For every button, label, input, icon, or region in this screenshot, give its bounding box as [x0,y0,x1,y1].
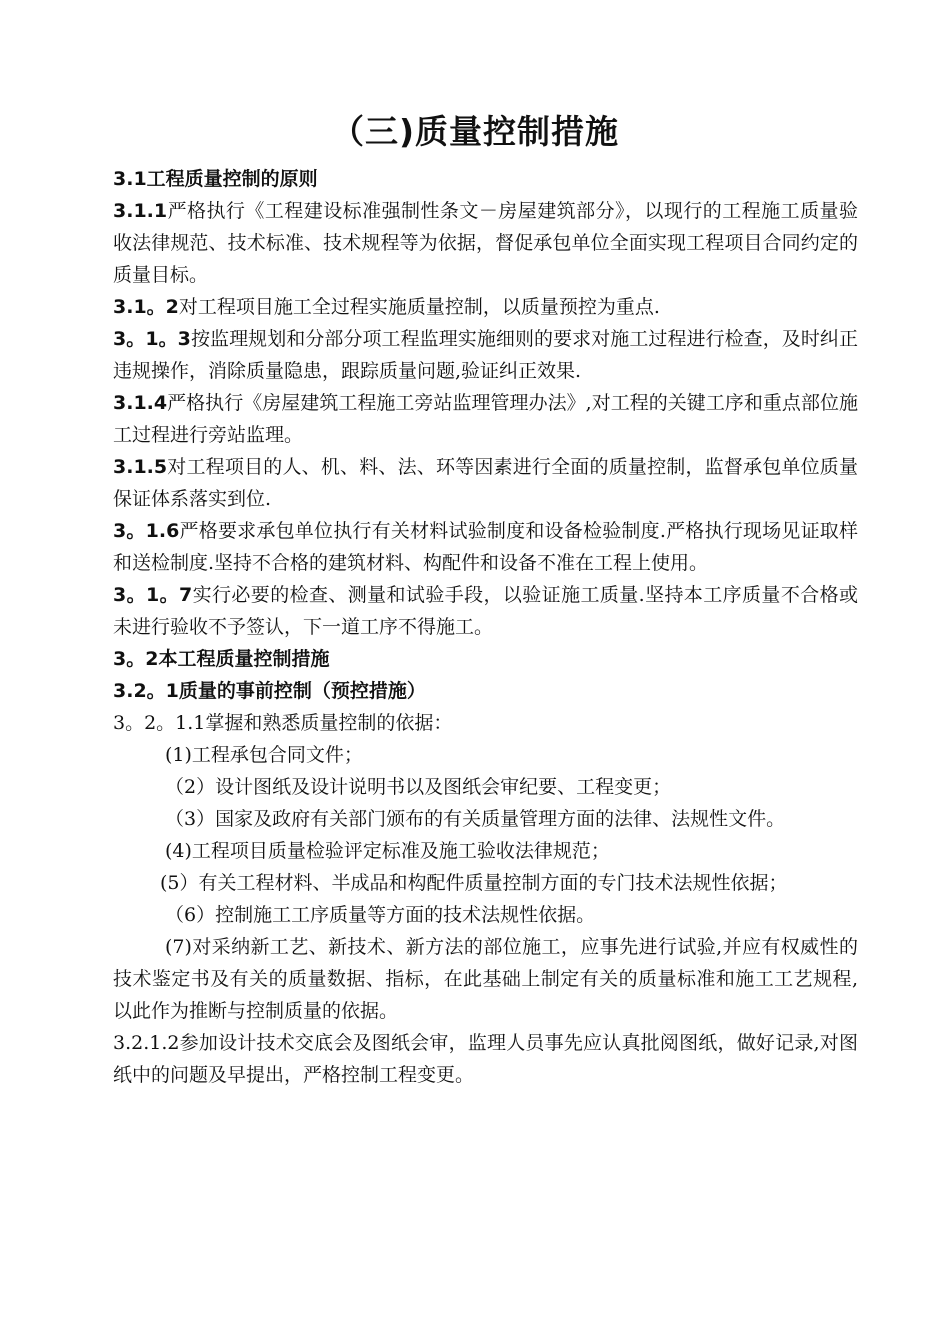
clause-text: 实行必要的检查、测量和试验手段，以验证施工质量.坚持本工序质量不合格或未进行验收不予签认，下一道工序不得施工。 [113,584,858,638]
clause-text: 严格执行《工程建设标准强制性条文－房屋建筑部分》，以现行的工程施工质量验收法律规范、技术标准、技术规程等为依据，督促承包单位全面实现工程项目合同约定的质量目标。 [113,200,858,286]
clause-text: 严格执行《房屋建筑工程施工旁站监理管理办法》,对工程的关键工序和重点部位施工过程进行旁站监理。 [113,392,858,446]
clause-3-1-1 [113,195,858,291]
section-heading-3-2: 3。2本工程质量控制措施 [113,648,330,670]
clause-number: 3.1.5 [113,456,168,478]
clause-3-1-3 [113,323,858,387]
section-heading-3-1: 3.1工程质量控制的原则 [113,168,318,190]
clause-number: 3.1.4 [113,392,168,414]
clause-number: 3.1。2 [113,296,179,318]
clause-3-1-5 [113,451,858,515]
clause-text: 按监理规划和分部分项工程监理实施细则的要求对施工过程进行检查，及时纠正违规操作，消除质量隐患，跟踪质量问题,验证纠正效果. [113,328,858,382]
clause-3-1-4 [113,387,858,451]
list-item-2: （2）设计图纸及设计说明书以及图纸会审纪要、工程变更； [165,776,672,798]
clause-text: 对工程项目的人、机、料、法、环等因素进行全面的质量控制，监督承包单位质量保证体系落实到位. [113,456,858,510]
list-item-7: (7)对采纳新工艺、新技术、新方法的部位施工，应事先进行试验,并应有权威性的技术鉴定书及有关的质量数据、指标，在此基础上制定有关的质量标准和施工工艺规程,以此作为推断与控制质量的依据。 [113,936,858,1022]
clause-3-2-1-1: 3。2。1.1掌握和熟悉质量控制的依据： [113,712,453,734]
clause-3-2-1-2: 3.2.1.2参加设计技术交底会及图纸会审，监理人员事先应认真批阅图纸，做好记录,对图纸中的问题及早提出，严格控制工程变更。 [113,1032,858,1086]
document-body [113,163,858,1091]
document-title: （三)质量控制措施 [330,112,620,151]
clause-number: 3。1。3 [113,328,191,350]
clause-number: 3。1。7 [113,584,193,606]
list-item-3: （3）国家及政府有关部门颁布的有关质量管理方面的法律、法规性文件。 [165,808,786,830]
clause-3-1-7 [113,579,858,643]
list-item-6: （6）控制施工工序质量等方面的技术法规性依据。 [165,904,596,926]
list-item-4: (4)工程项目质量检验评定标准及施工验收法律规范； [165,840,610,862]
list-item-5: (5）有关工程材料、半成品和构配件质量控制方面的专门技术法规性依据； [160,872,788,894]
clause-3-1-2 [113,291,858,323]
subsection-heading-3-2-1: 3.2。1质量的事前控制（预控措施） [113,680,426,702]
clause-3-1-6 [113,515,858,579]
clause-number: 3.1.1 [113,200,168,222]
clause-text: 严格要求承包单位执行有关材料试验制度和设备检验制度.严格执行现场见证取样和送检制度.坚持不合格的建筑材料、构配件和设备不准在工程上使用。 [113,520,858,574]
list-item-1: (1)工程承包合同文件； [165,744,363,766]
clause-text: 对工程项目施工全过程实施质量控制，以质量预控为重点. [178,296,660,318]
clause-number: 3。1.6 [113,520,180,542]
